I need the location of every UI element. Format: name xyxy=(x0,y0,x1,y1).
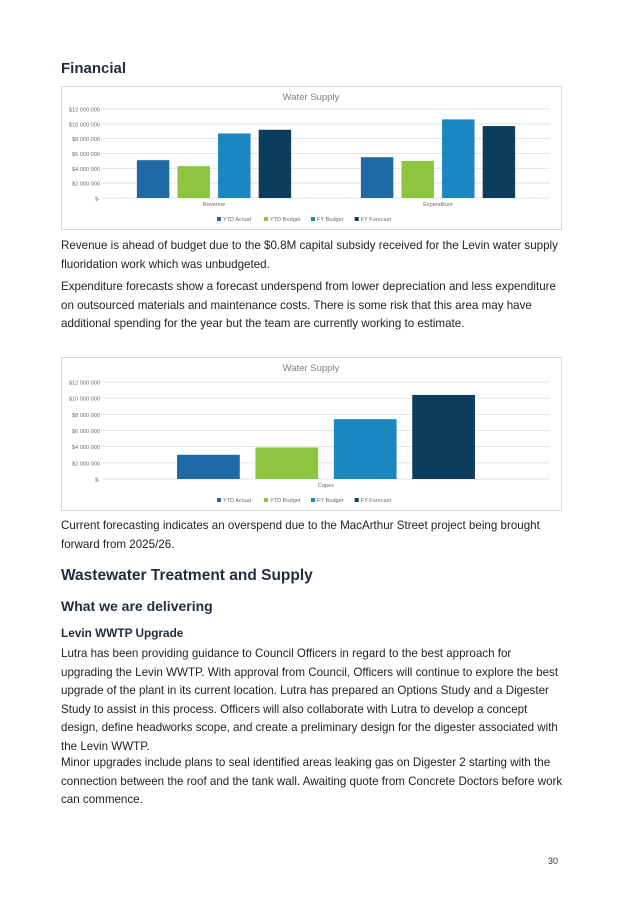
bar-ytd-actual-expenditure xyxy=(361,157,393,198)
bar-fy-forecast-capex xyxy=(412,395,475,479)
y-tick-label: $6 000 000 xyxy=(72,152,100,158)
water-supply-chart-1 xyxy=(61,86,562,230)
bar-fy-forecast-revenue xyxy=(259,130,291,198)
y-tick-label: $8 000 000 xyxy=(72,137,100,144)
legend-label: FY Forecast xyxy=(360,498,392,504)
bar-fy-forecast-expenditure xyxy=(483,126,515,198)
y-tick-label: $12 000 000 xyxy=(68,380,100,387)
bar-ytd-budget-expenditure xyxy=(401,161,433,198)
revenue-paragraph: Revenue is ahead of budget due to the $0.8M capital subsidy received for the Levin water supply fluoridation work which was unbudgeted. xyxy=(61,239,558,271)
legend-swatch xyxy=(311,498,315,502)
x-category-label: Expenditure xyxy=(423,202,453,208)
x-category-label: Capex xyxy=(317,483,335,489)
bar-ytd-actual-revenue xyxy=(137,160,169,198)
wastewater-heading: Wastewater Treatment and Supply xyxy=(61,567,313,584)
legend-label: FY Budget xyxy=(317,498,344,504)
lutra-paragraph: Lutra has been providing guidance to Council Officers in regard to the best approach for upgrading the Levin WWTP. With approval from Council, Officers will continue to explore the best upgrade of the plant in its current location. Lutra has prepared an Options Study and a Digester Study to assist in this process. Officers will also collaborate with Lutra to develop a concept design, define headworks scope, and create a preliminary design for the digester associated with the Levin WWTP. xyxy=(61,647,559,753)
y-tick-label: $- xyxy=(95,477,100,484)
water-supply-chart-1-svg xyxy=(62,87,561,229)
water-supply-chart-2 xyxy=(61,357,562,511)
legend-label: YTD Actual xyxy=(223,498,251,504)
levin-upgrade-heading: Levin WWTP Upgrade xyxy=(61,626,184,640)
y-tick-label: $- xyxy=(95,196,100,203)
legend-label: FY Forecast xyxy=(360,217,392,223)
y-tick-label: $2 000 000 xyxy=(72,461,100,468)
legend-swatch xyxy=(217,498,221,502)
y-tick-label: $4 000 000 xyxy=(72,166,100,173)
legend-label: YTD Budget xyxy=(270,217,301,223)
bar-fy-budget-capex xyxy=(334,419,397,479)
legend-label: YTD Budget xyxy=(270,498,301,504)
bar-ytd-actual-capex xyxy=(177,455,240,479)
page-number: 30 xyxy=(548,856,559,866)
y-tick-label: $4 000 000 xyxy=(72,445,100,452)
capex-paragraph: Current forecasting indicates an overspend due to the MacArthur Street project being brought forward from 2025/26. xyxy=(61,519,540,551)
bar-ytd-budget-revenue xyxy=(177,166,209,198)
legend-label: FY Budget xyxy=(317,217,344,223)
bar-fy-budget-revenue xyxy=(218,133,250,198)
y-tick-label: $10 000 000 xyxy=(68,396,100,403)
minor-upgrades-paragraph: Minor upgrades include plans to seal identified areas leaking gas on Digester 2 starting with the connection between the roof and the tank wall. Awaiting quote from Concrete Doctors before work can commence. xyxy=(61,756,563,806)
delivering-heading: What we are delivering xyxy=(61,598,213,614)
y-tick-label: $10 000 000 xyxy=(68,122,100,129)
chart-title: Water Supply xyxy=(282,363,340,374)
water-supply-chart-2-svg xyxy=(62,358,561,510)
legend-swatch xyxy=(217,217,221,221)
chart-title: Water Supply xyxy=(282,92,340,103)
bar-fy-budget-expenditure xyxy=(442,119,474,198)
y-tick-label: $2 000 000 xyxy=(72,181,100,188)
bar-ytd-budget-capex xyxy=(255,447,318,479)
y-tick-label: $12 000 000 xyxy=(68,107,100,114)
expenditure-paragraph: Expenditure forecasts show a forecast underspend from lower depreciation and less expenditure on outsourced materials and maintenance costs. There is some risk that this area may have additional spending for the year but the team are currently working to estimate. xyxy=(61,280,556,330)
legend-swatch xyxy=(264,217,268,221)
x-category-label: Revenue xyxy=(202,202,226,208)
legend-label: YTD Actual xyxy=(223,217,251,223)
legend-swatch xyxy=(355,498,359,502)
legend-swatch xyxy=(355,217,359,221)
legend-swatch xyxy=(264,498,268,502)
financial-heading: Financial xyxy=(61,60,127,77)
y-tick-label: $8 000 000 xyxy=(72,412,100,419)
legend-swatch xyxy=(311,217,315,221)
y-tick-label: $6 000 000 xyxy=(72,429,100,435)
